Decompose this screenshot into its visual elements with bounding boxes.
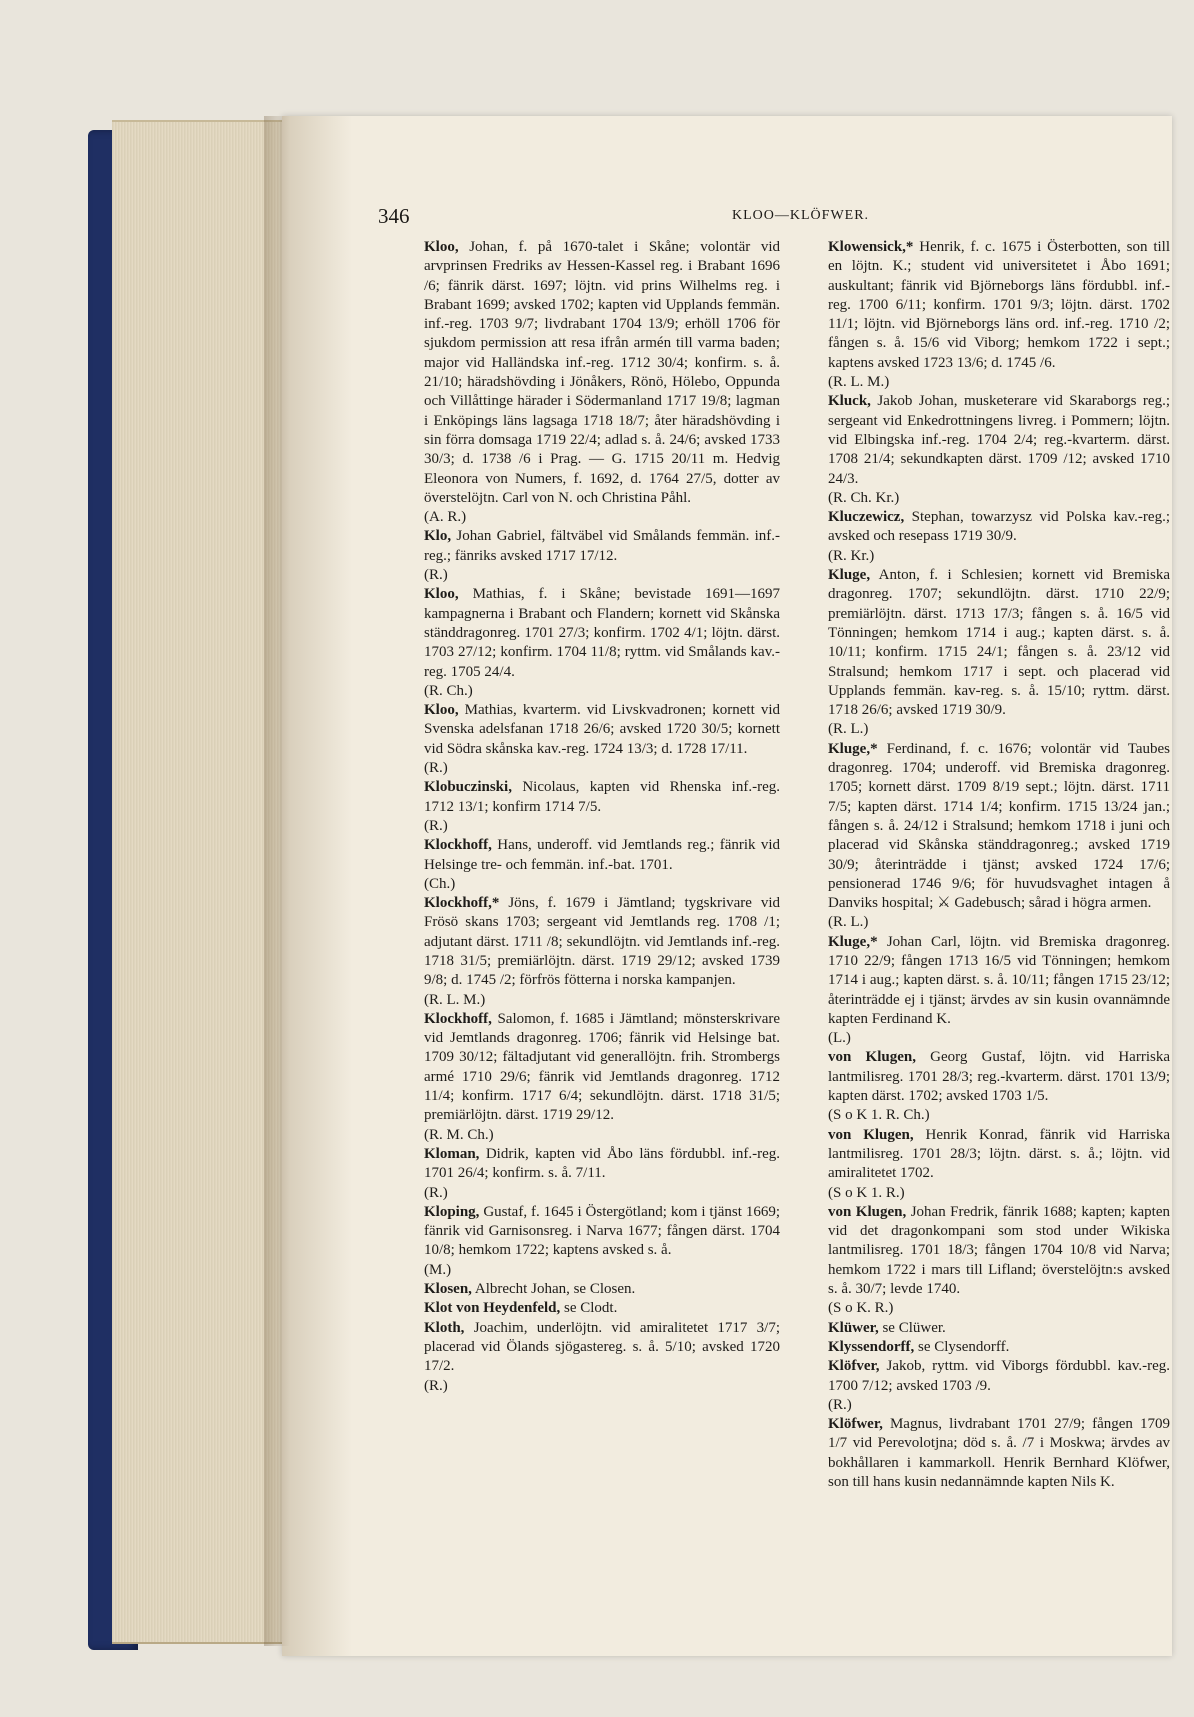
- entry-text: Jöns, f. 1679 i Jämtland; tygskrivare vid Frösö skans 1703; sergeant vid Jemtlands reg. 1708 /1; adjutant därst. 1711 /8; sekundlöjtn. vid Jemtlands inf.-reg. 1718 31/5; premiärlöjtn. därst. 1719 29/12; avsked 1739 9/8; d. 1745 /2; förfrös fötterna i norska kampanjen.: [424, 895, 781, 989]
- entry-source: (R. L.): [828, 721, 869, 738]
- entry-text: Didrik, kapten vid Åbo läns fördubbl. inf.-reg. 1701 26/4; konfirm. s. å. 7/11.: [424, 1145, 781, 1182]
- entry-source: (Ch.): [424, 875, 456, 892]
- entry-body: [828, 238, 1170, 373]
- entry-headword: Kluczewicz,: [828, 509, 905, 526]
- left-column: [424, 238, 780, 1396]
- entry-body: [424, 778, 780, 817]
- entry-text: Stephan, towarzysz vid Polska kav.-reg.; avsked och resepass 1719 30/9.: [828, 509, 1170, 545]
- page-edges: [112, 120, 284, 1644]
- entry-body: [424, 527, 780, 566]
- entry-text: Henrik, f. c. 1675 i Österbotten, son till en löjtn. K.; student vid universitetet i Åbo 1691; auskultant; fänrik vid Björneborgs läns fördubbl. inf.-reg. 1700 6/11; konfirm. 1701 9/3; löjtn. därst. 1702 11/1; löjtn. vid Björneborgs läns ord. inf.-reg. 1710 /2; fången s. å. 15/6 vid Viborg; hemkom 1722 i sept.; kaptens avsked 1723 13/6; d. 1745 /6.: [828, 239, 1170, 371]
- entry-text: Jakob, ryttm. vid Viborgs fördubbl. kav.-reg. 1700 7/12; avsked 1703 /9.: [828, 1358, 1170, 1394]
- entry-text: Magnus, livdrabant 1701 27/9; fången 1709 1/7 vid Perevolotjna; död s. å. /7 i Moskwa; ärvdes av bokhållaren i kammarkoll. Henrik Bernhard Klöfwer, son till hans kusin nedannämnde kapten Nils K.: [828, 1416, 1171, 1490]
- entry-text: Johan, f. på 1670-talet i Skåne; volontär vid arvprinsen Fredriks av Hessen-Kassel reg. i Brabant 1696 /6; fänrik därst. 1697; löjtn. vid prins Wilhelms reg. i Brabant 1699; avsked 1702; kapten vid Upplands femmän. inf.-reg. 1703 9/7; livdrabant 1704 13/9; erhöll 1706 för sjukdom permission att resa ifrån armén till varma baden; major vid Halländska inf.-reg. 1712 30/4; konfirm. s. å. 21/10; häradshövding i Jönåkers, Rönö, Hölebo, Oppunda och Villåttinge härader i Södermanland 1717 19/8; lagman i Enköpings läns lagsaga 1718 18/7; åter häradshövding i sin förra domsaga 1719 22/4; adlad s. å. 24/6; avsked 1733 30/3; d. 1738 /6 i Prag. — G. 1715 20/11 m. Hedvig Eleonora von Numers, f. 1692, d. 1764 27/5, dotter av överstelöjtn. Carl von N. och Christina Påhl.: [424, 239, 781, 506]
- entry-text: Johan Carl, löjtn. vid Bremiska dragonreg. 1710 22/9; fången 1713 16/5 vid Tönningen; hemkom 1714 i aug.; kapten därst. s. å. 10/11; fången 1715 23/12; återinträdde ej i tjänst; ärvdes av sin kusin ovannämnde kapten Ferdinand K.: [828, 933, 1170, 1027]
- entry-body: [828, 1415, 1170, 1492]
- entry-text: Georg Gustaf, löjtn. vid Harriska lantmilisreg. 1701 28/3; reg.-kvarterm. därst. 1701 13/9; kapten därst. 1702; avsked 1703 1/5.: [828, 1049, 1170, 1105]
- entry-text: Mathias, f. i Skåne; bevistade 1691—1697 kampagnerna i Brabant och Flandern; kornett vid Skånska ständdragonreg. 1701 27/3; konfirm. 1702 4/1; löjtn. därst. 1703 27/12; konfirm. 1704 11/8; ryttm. vid Smålands kav.-reg. 1705 24/4.: [424, 586, 781, 680]
- entry-headword: Kloo,: [424, 702, 459, 719]
- entry-source: (R.): [424, 760, 448, 777]
- entry-body: [424, 1299, 780, 1318]
- dictionary-entry: [424, 894, 780, 1010]
- dictionary-entry: [424, 1203, 780, 1280]
- entry-headword: Klüwer,: [828, 1319, 879, 1336]
- dictionary-entry: [424, 836, 780, 894]
- entry-text: se Clüwer.: [882, 1319, 946, 1336]
- entry-text: Jakob Johan, musketerare vid Skaraborgs reg.; sergeant vid Enkedrottningens livreg. i Pommern; löjtn. vid Elbingska inf.-reg. 1704 2/4; reg.-kvarterm. därst. 1708 21/4; sekundkapten därst. 1709 /12; avsked 1710 24/3.: [828, 393, 1170, 487]
- entry-headword: Kloo,: [424, 239, 459, 255]
- dictionary-entry: [424, 585, 780, 701]
- entry-headword: Kluge,*: [828, 740, 878, 757]
- running-title: KLOO—KLÖFWER.: [732, 208, 870, 223]
- entry-text: Gustaf, f. 1645 i Östergötland; kom i tjänst 1669; fänrik vid Garnisonsreg. i Narva 1677; fången därst. 1704 10/8; hemkom 1722; kaptens avsked s. å.: [424, 1203, 780, 1259]
- entry-headword: Klobuczinski,: [424, 779, 512, 796]
- entry-body: [828, 1048, 1170, 1106]
- entry-source: (R.): [828, 1396, 852, 1413]
- dictionary-entry: [828, 740, 1170, 933]
- entry-body: [828, 1203, 1170, 1299]
- entry-headword: Kloth,: [424, 1319, 465, 1336]
- entry-headword: Klockhoff,: [424, 1010, 492, 1027]
- entry-headword: Kloping,: [424, 1203, 480, 1220]
- dictionary-entry: [828, 1126, 1170, 1203]
- entry-source: (R. M. Ch.): [424, 1126, 494, 1143]
- entry-text: Hans, underoff. vid Jemtlands reg.; fänrik vid Helsinge tre- och femmän. inf.-bat. 1701.: [424, 837, 780, 873]
- gutter-shadow: [282, 116, 352, 1656]
- entry-text: Anton, f. i Schlesien; kornett vid Bremiska dragonreg. 1707; sekundlöjtn. därst. 1710 22/9; premiärlöjtn. därst. 1713 17/3; fången s. å. 16/5 vid Tönningen; hemkom 1714 i aug.; kapten därst. s. å. 10/11; konfirm. 1715 24/1; fången s. å. 23/12 vid Stralsund; hemkom 1717 i sept. och placerad vid Upplands femmän. kav-reg. s. å. 15/10; ryttm. därst. 1718 26/6; avsked 1719 30/9.: [828, 567, 1170, 719]
- entry-text: Johan Fredrik, fänrik 1688; kapten; kapten vid det dragonkompani som stod under Wikiska lantmilisreg. 1701 18/3; fången 1704 10/8 vid Narva; hemkom 1722 i mars till Lifland; överstelöjtn:s avsked s. å. 30/7; levde 1740.: [828, 1203, 1170, 1298]
- entry-body: [828, 566, 1170, 720]
- entry-text: Albrecht Johan, se Closen.: [474, 1281, 636, 1298]
- entry-headword: von Klugen,: [828, 1203, 907, 1220]
- page-number: 346: [378, 204, 410, 228]
- dictionary-entry: [424, 527, 780, 585]
- entry-source: (R.): [424, 567, 448, 584]
- dictionary-entry: [828, 1338, 1170, 1357]
- entry-body: [424, 1010, 780, 1126]
- entry-source: (R. L. M.): [828, 374, 890, 391]
- entry-body: [424, 1145, 780, 1184]
- entry-body: [828, 933, 1170, 1029]
- entry-text: se Clysendorff.: [918, 1338, 1010, 1355]
- entry-source: (R. L. M.): [424, 991, 486, 1008]
- dictionary-entry: [424, 1010, 780, 1145]
- dictionary-entry: [828, 933, 1170, 1049]
- entry-headword: Klo,: [424, 528, 452, 545]
- entry-source: (S o K 1. R. Ch.): [828, 1107, 930, 1124]
- entry-source: (R. Kr.): [828, 547, 875, 564]
- entry-source: (L.): [828, 1030, 851, 1047]
- entry-text: Mathias, kvarterm. vid Livskvadronen; kornett vid Svenska adelsfanan 1718 26/6; avsked 1720 30/5; kornett vid Södra skånska kav.-reg. 1724 13/3; d. 1728 17/11.: [424, 702, 780, 757]
- entry-headword: Kloman,: [424, 1145, 480, 1162]
- entry-headword: Klowensick,*: [828, 239, 914, 255]
- entry-body: [424, 1319, 780, 1377]
- entry-headword: Kluck,: [828, 393, 871, 410]
- entry-body: [828, 1338, 1170, 1357]
- entry-headword: Klosen,: [424, 1281, 472, 1298]
- entry-source: (R. Ch.): [424, 682, 473, 699]
- entry-body: [424, 585, 780, 681]
- entry-headword: Kluge,: [828, 567, 871, 584]
- entry-source: (M.): [424, 1261, 452, 1278]
- dictionary-entry: [828, 1203, 1170, 1319]
- entry-text: Henrik Konrad, fänrik vid Harriska lantmilisreg. 1701 28/3; löjtn. därst. s. å.; löjtn. vid amiralitetet 1702.: [828, 1126, 1170, 1182]
- dictionary-entry: [828, 1357, 1170, 1415]
- entry-headword: Klockhoff,: [424, 837, 492, 854]
- entry-text: Ferdinand, f. c. 1676; volontär vid Taubes dragonreg. 1704; underoff. vid Bremiska dragonreg. 1705; kornett därst. 1709 8/19 sept.; löjtn. därst. 1711 7/5; kapten därst. 1714 1/4; konfirm. 1715 13/24 jan.; fången s. å. 24/12 i Stralsund; hemkom 1718 i juni och placerad vid Skånska ständdragonreg.; avsked 1719 30/9; återinträdde i tjänst; avsked 1724 17/6; pensionerad 1746 9/6; för huvudsvaghet intagen å Danviks hospital; ⚔ Gadebusch; sårad i högra armen.: [828, 740, 1171, 912]
- entry-body: [424, 238, 780, 508]
- entry-body: [828, 508, 1170, 547]
- entry-body: [424, 894, 780, 990]
- entry-headword: Kluge,*: [828, 933, 878, 950]
- entry-body: [828, 1319, 1170, 1338]
- dictionary-entry: [828, 392, 1170, 508]
- right-column: [828, 238, 1170, 1492]
- entry-source: (S o K. R.): [828, 1300, 894, 1317]
- entry-headword: Klot von Heydenfeld,: [424, 1300, 561, 1317]
- entry-body: [828, 1357, 1170, 1396]
- entry-source: (S o K 1. R.): [828, 1184, 905, 1201]
- entry-headword: von Klugen,: [828, 1049, 916, 1066]
- entry-source: (R.): [424, 817, 448, 834]
- entry-body: [424, 1280, 780, 1299]
- dictionary-entry: [424, 1319, 780, 1396]
- dictionary-entry: [828, 566, 1170, 740]
- entry-body: [424, 701, 780, 759]
- dictionary-entry: [828, 1319, 1170, 1338]
- entry-source: (R.): [424, 1377, 448, 1394]
- entry-source: (A. R.): [424, 509, 467, 526]
- entry-source: (R.): [424, 1184, 448, 1201]
- running-head: [378, 204, 1168, 228]
- entry-text: se Clodt.: [564, 1300, 618, 1317]
- entry-text: Joachim, underlöjtn. vid amiralitetet 1717 3/7; placerad vid Ölands sjögastereg. s. å. 5/10; avsked 1720 17/2.: [424, 1319, 781, 1375]
- dictionary-entry: [424, 701, 780, 778]
- dictionary-entry: [828, 238, 1170, 392]
- dictionary-entry: [424, 238, 780, 527]
- entry-body: [424, 1203, 780, 1261]
- dictionary-entry: [424, 778, 780, 836]
- dictionary-entry: [424, 1145, 780, 1203]
- dictionary-entry: [828, 1415, 1170, 1492]
- entry-text: Salomon, f. 1685 i Jämtland; mönsterskrivare vid Jemtlands dragonreg. 1706; fänrik vid Helsinge bat. 1709 30/12; fältadjutant vid generallöjtn. frih. Strombergs armé 1710 29/6; fänrik vid Jemtlands dragonreg. 1712 11/4; konfirm. 1717 6/4; sekundlöjtn. därst. 1718 31/5; premiärlöjtn. därst. 1719 29/12.: [424, 1010, 781, 1124]
- entry-headword: Klöfver,: [828, 1358, 880, 1375]
- dictionary-entry: [424, 1299, 780, 1318]
- entry-source: (R. L.): [828, 914, 869, 931]
- entry-body: [828, 1126, 1170, 1184]
- entry-body: [828, 392, 1170, 488]
- entry-headword: Klöfwer,: [828, 1416, 883, 1433]
- entry-headword: von Klugen,: [828, 1126, 914, 1143]
- entry-headword: Klockhoff,*: [424, 895, 500, 912]
- dictionary-entry: [424, 1280, 780, 1299]
- dictionary-entry: [828, 508, 1170, 566]
- entry-body: [828, 740, 1170, 914]
- entry-source: (R. Ch. Kr.): [828, 489, 900, 506]
- entry-headword: Kloo,: [424, 586, 459, 603]
- entry-body: [424, 836, 780, 875]
- entry-text: Nicolaus, kapten vid Rhenska inf.-reg. 1712 13/1; konfirm 1714 7/5.: [424, 779, 780, 815]
- entry-text: Johan Gabriel, fältväbel vid Smålands femmän. inf.-reg.; fänriks avsked 1717 17/12.: [424, 528, 781, 564]
- entry-headword: Klyssendorff,: [828, 1338, 915, 1355]
- dictionary-entry: [828, 1048, 1170, 1125]
